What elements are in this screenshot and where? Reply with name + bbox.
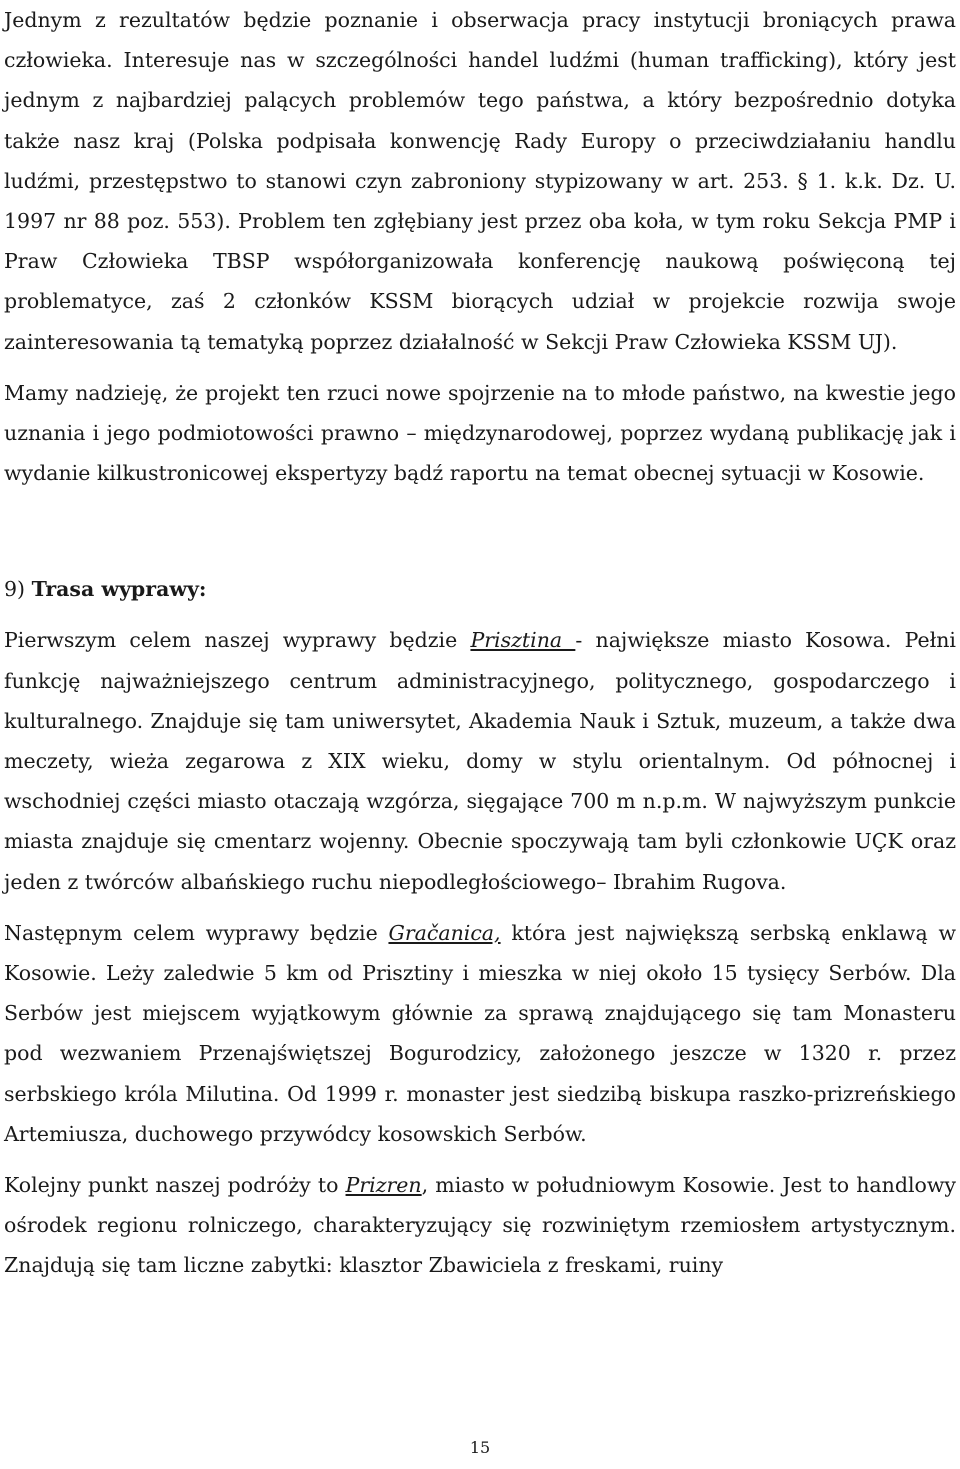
section-number: 9) bbox=[4, 577, 32, 602]
paragraph-prisztina bbox=[4, 620, 956, 901]
page-number: 15 bbox=[469, 1438, 491, 1457]
paragraph-gracanica bbox=[4, 913, 956, 1154]
spacer bbox=[4, 362, 956, 373]
section-title: Trasa wyprawy: bbox=[31, 577, 207, 602]
text-run: - największe miasto Kosowa. Pełni funkcję najważniejszego centrum administracyjnego, politycznego, gospodarczego i kulturalnego. Znajduje się tam uniwersytet, Akademia Nauk i Sztuk, muzeum, a także dwa meczety, wieża zegarowa z XIX wieku, domy w stylu orientalnym. Od północnej i wschodniej części miasto otaczają wzgórza, sięgające 700 m n.p.m. W najwyższym punkcie miasta znajduje się cmentarz wojenny. Obecnie spoczywają tam byli członkowie UÇK oraz jeden z twórców albańskiego ruchu niepodległościowego– Ibrahim Rugova. bbox=[4, 628, 956, 894]
text-run: która jest największą serbską enklawą w Kosowie. Leży zaledwie 5 km od Prisztiny i mieszka w niej około 15 tysięcy Serbów. Dla Serbów jest miejscem wyjątkowym głównie za sprawą znajdującego się tam Monasteru pod wezwaniem Przenajświętszej Bogurodzicy, założonego jeszcze w 1320 r. przez serbskiego króla Milutina. Od 1999 r. monaster jest siedzibą biskupa raszko-prizreńskiego Artemiusza, duchowego przywódcy kosowskich Serbów. bbox=[4, 920, 956, 1146]
section-heading bbox=[4, 569, 956, 609]
place-link-prizren[interactable]: Prizren bbox=[345, 1173, 422, 1198]
place-link-gracanica[interactable]: Gračanica, bbox=[388, 920, 501, 945]
place-link-prisztina[interactable]: Prisztina bbox=[470, 628, 576, 653]
spacer bbox=[4, 902, 956, 913]
document-page bbox=[4, 0, 956, 1286]
paragraph-prizren bbox=[4, 1165, 956, 1286]
text-run: Następnym celem wyprawy będzie bbox=[4, 920, 389, 945]
text-run: Kolejny punkt naszej podróży to bbox=[4, 1173, 346, 1198]
spacer bbox=[4, 609, 956, 620]
spacer bbox=[4, 493, 956, 569]
text-run: Pierwszym celem naszej wyprawy będzie bbox=[4, 628, 471, 653]
spacer bbox=[4, 1154, 956, 1165]
paragraph-hope: Mamy nadzieję, że projekt ten rzuci nowe spojrzenie na to młode państwo, na kwestie jego uznania i jego podmiotowości prawno – międzynarodowej, poprzez wydaną publikację jak i wydanie kilkustronicowej ekspertyzy bądź raportu na temat obecnej sytuacji w Kosowie. bbox=[4, 380, 956, 486]
text-run: , miasto w południowym Kosowie. Jest to handlowy ośrodek regionu rolniczego, charakteryzujący się rozwiniętym rzemiosłem artystycznym. Znajdują się tam liczne zabytki: klasztor Zbawiciela z freskami, ruiny bbox=[4, 1173, 956, 1278]
paragraph-results: Jednym z rezultatów będzie poznanie i obserwacja pracy instytucji broniących prawa człowieka. Interesuje nas w szczególności handel ludźmi (human trafficking), który jest jednym z najbardziej palących problemów tego państwa, a który bezpośrednio dotyka także nasz kraj (Polska podpisała konwencję Rady Europy o przeciwdziałaniu handlu ludźmi, przestępstwo to stanowi czyn zabroniony stypizowany w art. 253. § 1. k.k. Dz. U. 1997 nr 88 poz. 553). Problem ten zgłębiany jest przez oba koła, w tym roku Sekcja PMP i Praw Człowieka TBSP współorganizowała konferencję naukową poświęconą tej problematyce, zaś 2 członków KSSM biorących udział w projekcie rozwija swoje zainteresowania tą tematyką poprzez działalność w Sekcji Praw Człowieka KSSM UJ). bbox=[4, 8, 956, 354]
